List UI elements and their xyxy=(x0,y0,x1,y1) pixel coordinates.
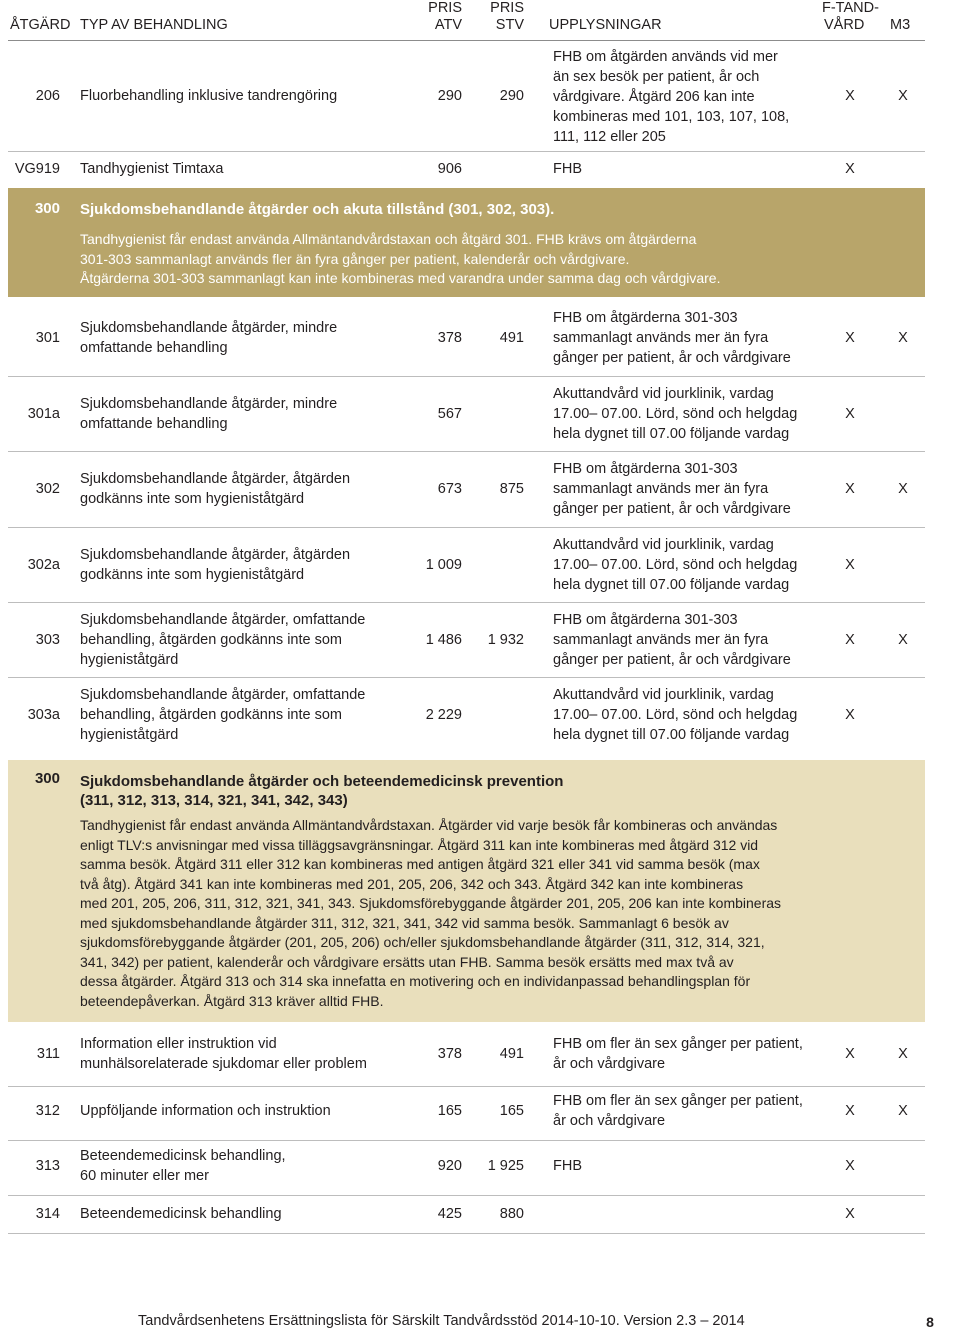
row-name xyxy=(80,545,410,585)
header-upplysningar: UPPLYSNINGAR xyxy=(549,17,662,33)
row-info xyxy=(553,308,815,368)
description-line: Tandhygienist får endast använda Allmäntandvårdstaxan och åtgärd 301. FHB krävs om åtgärderna xyxy=(80,231,697,247)
section-code: 300 xyxy=(34,770,60,787)
table-row xyxy=(0,46,960,150)
row-code: 302 xyxy=(35,481,60,497)
header-pris-atv-top: PRIS xyxy=(428,0,462,16)
row-m3-mark: X xyxy=(898,88,908,104)
row-info xyxy=(553,535,815,595)
row-m3-mark: X xyxy=(898,1046,908,1062)
row-info-line: FHB om fler än sex gånger per patient, xyxy=(553,1036,803,1052)
row-info-line: FHB om åtgärderna 301-303 xyxy=(553,612,738,628)
row-code: 303 xyxy=(35,632,60,648)
info-line: kombineras med 101, 103, 107, 108, xyxy=(553,109,790,125)
row-code: 302a xyxy=(27,557,60,573)
row-info-line: hela dygnet till 07.00 följande vardag xyxy=(553,727,790,743)
row-name xyxy=(80,610,410,670)
row-name-line: 60 minuter eller mer xyxy=(80,1168,209,1184)
row-price-atv: 567 xyxy=(437,406,462,422)
row-name xyxy=(80,394,410,434)
row-info-line: sammanlagt används mer än fyra xyxy=(553,481,769,497)
row-ftand-mark: X xyxy=(845,1046,855,1062)
title-line: Sjukdomsbehandlande åtgärder och beteendemedicinsk prevention xyxy=(80,773,564,790)
row-info-line: FHB om åtgärderna 301-303 xyxy=(553,310,738,326)
row-ftand-mark: X xyxy=(845,557,855,573)
row-price-atv: 290 xyxy=(437,88,462,104)
header-typ: TYP AV BEHANDLING xyxy=(80,17,228,33)
table-row xyxy=(0,1030,960,1078)
section-band xyxy=(8,760,925,1022)
row-divider xyxy=(8,602,925,603)
row-divider xyxy=(8,1140,925,1141)
row-price-atv: 425 xyxy=(437,1206,462,1222)
row-ftand-mark: X xyxy=(845,707,855,723)
table-row xyxy=(0,532,960,598)
row-info-line: FHB om åtgärderna 301-303 xyxy=(553,461,738,477)
row-name-line: behandling, åtgärden godkänns inte som xyxy=(80,632,342,648)
row-price-stv: 165 xyxy=(499,1103,524,1119)
row-name-line: Beteendemedicinsk behandling, xyxy=(80,1148,286,1164)
row-name-line: Information eller instruktion vid xyxy=(80,1036,277,1052)
description-line: beteendepåverkan. Åtgärd 313 kräver alltid FHB. xyxy=(80,992,384,1009)
row-name-line: omfattande behandling xyxy=(80,416,228,432)
row-info-line: 17.00– 07.00. Lörd, sönd och helgdag xyxy=(553,707,798,723)
row-price-stv: 1 932 xyxy=(487,632,524,648)
row-m3-mark: X xyxy=(898,1103,908,1119)
row-price-stv: 491 xyxy=(499,330,524,346)
row-info xyxy=(553,610,815,670)
table-row xyxy=(0,1202,960,1226)
row-code: 312 xyxy=(35,1103,60,1119)
row-info-line: FHB xyxy=(553,1158,582,1174)
header-pris-stv-bottom: STV xyxy=(495,17,524,33)
row-info-line: sammanlagt används mer än fyra xyxy=(553,330,769,346)
row-info-line: år och vårdgivare xyxy=(553,1113,666,1129)
row-info-line: gånger per patient, år och vårdgivare xyxy=(553,652,791,668)
row-info-line: gånger per patient, år och vårdgivare xyxy=(553,350,791,366)
row-info xyxy=(553,1091,815,1131)
description-line: med 201, 205, 206, 311, 312, 321, 341, 343. Sjukdomsförebyggande åtgärder 201, 205, 206 kan inte kombineras xyxy=(80,895,782,911)
row-name-line: behandling, åtgärden godkänns inte som xyxy=(80,707,342,723)
row-code: VG919 xyxy=(14,161,60,177)
row-code: 314 xyxy=(35,1206,60,1222)
row-name-line: godkänns inte som hygieniståtgärd xyxy=(80,491,305,507)
description-line: med sjukdomsbehandlande åtgärder 311, 312, 321, 341, 342 vid samma besök. Sammanlagt 6 besök av xyxy=(80,914,729,931)
row-name-line: omfattande behandling xyxy=(80,340,228,356)
row-name xyxy=(80,685,410,745)
row-name-line: Sjukdomsbehandlande åtgärder, mindre xyxy=(80,396,338,412)
row-name-line: munhälsorelaterade sjukdomar eller problem xyxy=(80,1056,367,1072)
row-name-line: Uppföljande information och instruktion xyxy=(80,1103,331,1119)
row-ftand-mark: X xyxy=(845,161,855,177)
row-info xyxy=(553,1034,815,1074)
table-row xyxy=(0,1143,960,1189)
description-line: Åtgärderna 301-303 sammanlagt kan inte kombineras med varandra under samma dag och vårdgivare. xyxy=(80,270,721,286)
table-row xyxy=(0,158,960,184)
row-info xyxy=(553,459,815,519)
section-band xyxy=(8,188,925,297)
row-name: Fluorbehandling inklusive tandrengöring xyxy=(80,88,338,104)
row-info-line: Akuttandvård vid jourklinik, vardag xyxy=(553,687,774,703)
row-name xyxy=(80,318,410,358)
page-number: 8 xyxy=(926,1314,934,1330)
row-divider xyxy=(8,151,925,152)
row-price-atv: 906 xyxy=(437,161,462,177)
info-line: FHB om åtgärden används vid mer xyxy=(553,49,778,65)
row-info-line: sammanlagt används mer än fyra xyxy=(553,632,769,648)
table-row xyxy=(0,456,960,522)
header-pris-atv-bottom: ATV xyxy=(434,17,462,33)
row-divider xyxy=(8,1195,925,1196)
header-atgard: ÅTGÄRD xyxy=(10,17,71,33)
row-price-atv: 1 486 xyxy=(425,632,462,648)
info-line: vårdgivare. Åtgärd 206 kan inte xyxy=(553,89,755,105)
section-title: Sjukdomsbehandlande åtgärder och akuta tillstånd (301, 302, 303). xyxy=(80,201,555,218)
row-name-line: Sjukdomsbehandlande åtgärder, omfattande xyxy=(80,612,366,628)
row-name-line: Sjukdomsbehandlande åtgärder, åtgärden xyxy=(80,547,351,563)
row-info-line: gånger per patient, år och vårdgivare xyxy=(553,501,791,517)
row-price-atv: 378 xyxy=(437,1046,462,1062)
section-description xyxy=(80,230,910,289)
row-price-atv: 920 xyxy=(437,1158,462,1174)
row-ftand-mark: X xyxy=(845,1103,855,1119)
row-code: 303a xyxy=(27,707,60,723)
row-price-atv: 1 009 xyxy=(425,557,462,573)
row-name-line: godkänns inte som hygieniståtgärd xyxy=(80,567,305,583)
row-info-line: 17.00– 07.00. Lörd, sönd och helgdag xyxy=(553,557,798,573)
row-name-line: hygieniståtgärd xyxy=(80,727,179,743)
row-code: 301a xyxy=(27,406,60,422)
table-row xyxy=(0,607,960,673)
description-line: två åtg). Åtgärd 341 kan inte kombineras med 201, 205, 206, 342 och 343. Åtgärd 342 kan inte kombineras xyxy=(80,875,744,892)
row-ftand-mark: X xyxy=(845,1206,855,1222)
header-divider xyxy=(8,40,925,41)
row-info-line: Akuttandvård vid jourklinik, vardag xyxy=(553,537,774,553)
table-header xyxy=(0,0,960,40)
info-line: 111, 112 eller 205 xyxy=(553,129,666,145)
row-info-line: hela dygnet till 07.00 följande vardag xyxy=(553,577,790,593)
header-ftand-top: F-TAND- xyxy=(822,0,879,16)
row-price-stv: 290 xyxy=(499,88,524,104)
title-line: (311, 312, 313, 314, 321, 341, 342, 343) xyxy=(80,792,348,809)
row-price-stv: 880 xyxy=(499,1206,524,1222)
row-name: Tandhygienist Timtaxa xyxy=(80,161,224,177)
row-price-stv: 491 xyxy=(499,1046,524,1062)
description-line: 341, 342) per patient, kalenderår och vårdgivare ersätts utan FHB. Samma besök ersätts med max två av xyxy=(80,953,734,970)
row-divider xyxy=(8,1086,925,1087)
row-price-stv: 875 xyxy=(499,481,524,497)
row-ftand-mark: X xyxy=(845,88,855,104)
row-code: 313 xyxy=(35,1158,60,1174)
row-info xyxy=(553,1156,815,1176)
row-code: 301 xyxy=(35,330,60,346)
row-info-line: hela dygnet till 07.00 följande vardag xyxy=(553,426,790,442)
header-m3: M3 xyxy=(890,17,911,33)
row-ftand-mark: X xyxy=(845,632,855,648)
row-info-line: FHB om fler än sex gånger per patient, xyxy=(553,1093,803,1109)
info-line: än sex besök per patient, år och xyxy=(553,69,760,85)
row-divider xyxy=(8,451,925,452)
row-name-line: Sjukdomsbehandlande åtgärder, omfattande xyxy=(80,687,366,703)
row-price-atv: 165 xyxy=(437,1103,462,1119)
row-code: 311 xyxy=(36,1046,60,1062)
row-info xyxy=(553,47,815,147)
row-price-atv: 673 xyxy=(437,481,462,497)
description-line: sjukdomsförebyggande åtgärder (201, 205, 206) och/eller sjukdomsbehandlande åtgärder (311, 312, 314, 321, xyxy=(80,934,765,950)
row-ftand-mark: X xyxy=(845,330,855,346)
row-info-line: Akuttandvård vid jourklinik, vardag xyxy=(553,386,774,402)
header-pris-stv-top: PRIS xyxy=(490,0,524,16)
row-name-line: Beteendemedicinsk behandling xyxy=(80,1206,282,1222)
row-name xyxy=(80,1101,410,1121)
row-info-line: 17.00– 07.00. Lörd, sönd och helgdag xyxy=(553,406,798,422)
row-price-atv: 2 229 xyxy=(425,707,462,723)
row-ftand-mark: X xyxy=(845,406,855,422)
description-line: samma besök. Åtgärd 311 eller 312 kan kombineras med antigen åtgärd 321 eller 341 vid samma besök (max xyxy=(80,856,760,872)
row-code: 206 xyxy=(35,88,60,104)
row-divider xyxy=(8,376,925,377)
row-divider xyxy=(8,527,925,528)
row-price-atv: 378 xyxy=(437,330,462,346)
row-name-line: Sjukdomsbehandlande åtgärder, åtgärden xyxy=(80,471,351,487)
row-name xyxy=(80,1034,410,1074)
description-line: enligt TLV:s anvisningar med vissa tilläggsavgränsningar. Åtgärd 311 kan inte kombineras med åtgärd 312 vid xyxy=(80,836,759,853)
table-row xyxy=(0,1089,960,1133)
row-price-stv: 1 925 xyxy=(487,1158,524,1174)
row-name xyxy=(80,1204,410,1224)
table-row xyxy=(0,682,960,748)
row-m3-mark: X xyxy=(898,481,908,497)
footer-text: Tandvårdsenhetens Ersättningslista för Särskilt Tandvårdsstöd 2014-10-10. Version 2.3 – 2014 xyxy=(138,1313,745,1329)
description-line: Tandhygienist får endast använda Allmäntandvårdstaxan. Åtgärder vid varje besök får kombineras och användas xyxy=(80,817,778,833)
header-ftand-bottom: VÅRD xyxy=(824,17,865,33)
row-ftand-mark: X xyxy=(845,481,855,497)
description-line: dessa åtgärder. Åtgärd 313 och 314 ska innefatta en motivering och en individanpassad behandlingsplan för xyxy=(80,973,751,989)
row-name-line: hygieniståtgärd xyxy=(80,652,179,668)
section-title xyxy=(80,772,563,810)
row-divider xyxy=(8,1233,925,1234)
row-name-line: Sjukdomsbehandlande åtgärder, mindre xyxy=(80,320,338,336)
section-code: 300 xyxy=(34,200,60,217)
row-ftand-mark: X xyxy=(845,1158,855,1174)
row-name xyxy=(80,1146,410,1186)
row-info xyxy=(553,384,815,444)
row-info xyxy=(553,685,815,745)
row-name xyxy=(80,469,410,509)
section-description xyxy=(80,816,910,1011)
row-info-line: år och vårdgivare xyxy=(553,1056,666,1072)
row-info: FHB xyxy=(553,161,582,177)
row-m3-mark: X xyxy=(898,330,908,346)
table-row xyxy=(0,305,960,371)
row-m3-mark: X xyxy=(898,632,908,648)
description-line: 301-303 sammanlagt används fler än fyra gånger per patient, kalenderår och vårdgivare. xyxy=(80,250,630,267)
table-row xyxy=(0,381,960,447)
row-divider xyxy=(8,677,925,678)
